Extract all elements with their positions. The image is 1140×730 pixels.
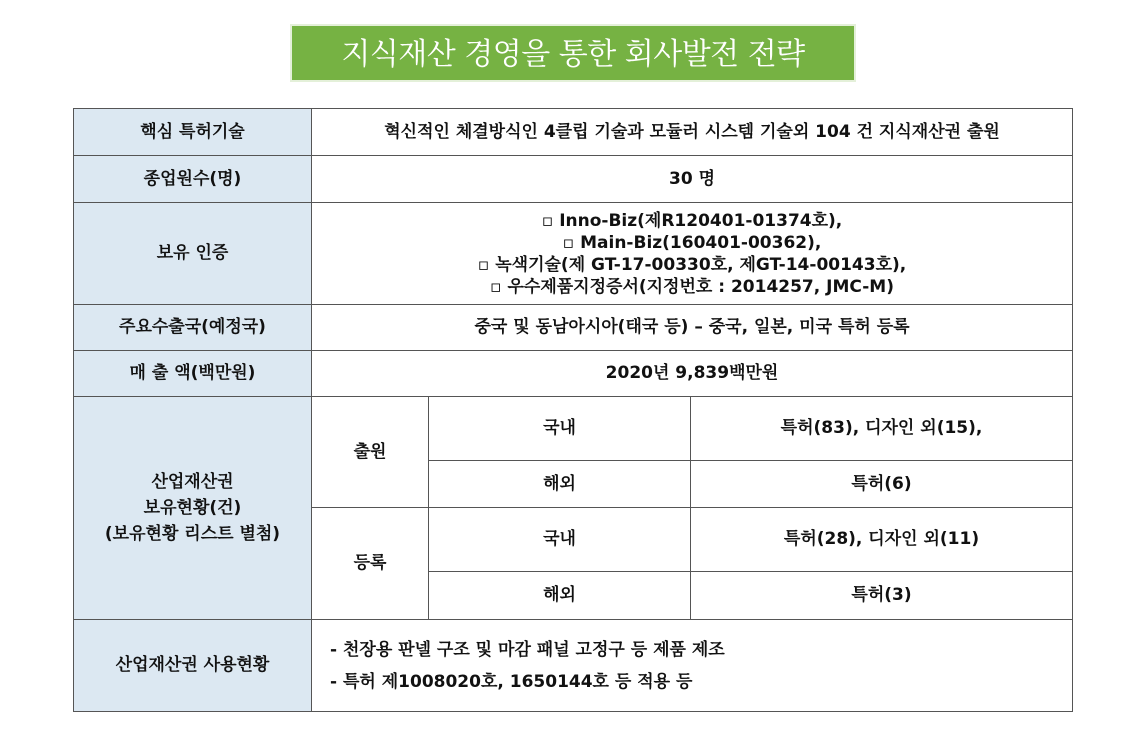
- row-core-tech: [74, 109, 1073, 156]
- row-sales: [74, 351, 1073, 397]
- employees-label: 종업원수(명): [74, 156, 312, 203]
- row-ip-usage: [74, 620, 1073, 712]
- certifications-label: 보유 인증: [74, 203, 312, 305]
- employees-value: 30 명: [312, 156, 1073, 203]
- company-ip-table: [73, 108, 1073, 712]
- row-employees: [74, 156, 1073, 203]
- core-tech-value: 혁신적인 체결방식인 4클립 기술과 모듈러 시스템 기술외 104 건 지식재산권 출원: [312, 109, 1073, 156]
- sales-value: 2020년 9,839백만원: [312, 351, 1073, 397]
- registration-overseas-value: 특허(3): [691, 572, 1073, 620]
- ip-status-label-line: 산업재산권: [151, 472, 234, 492]
- sales-label: 매 출 액(백만원): [74, 351, 312, 397]
- row-filing-domestic: [74, 397, 1073, 461]
- ip-status-label-line: 보유현황(건): [143, 498, 242, 518]
- registration-overseas-label: 해외: [429, 572, 691, 620]
- filing-label: 출원: [312, 397, 429, 508]
- certification-item: ▫ 우수제품지정증서(지정번호 : 2014257, JMC-M): [490, 276, 894, 297]
- filing-domestic-label: 국내: [429, 397, 691, 461]
- ip-usage-label: 산업재산권 사용현황: [74, 620, 312, 712]
- ip-usage-item: - 특허 제1008020호, 1650144호 등 적용 등: [330, 671, 693, 692]
- ip-usage-value: [312, 620, 1073, 712]
- certification-item: ▫ Inno-Biz(제R120401-01374호),: [541, 210, 843, 231]
- registration-label: 등록: [312, 508, 429, 620]
- page-title: 지식재산 경영을 통한 회사발전 전략: [290, 24, 856, 82]
- filing-domestic-value: 특허(83), 디자인 외(15),: [691, 397, 1073, 461]
- ip-status-label: [74, 397, 312, 620]
- filing-overseas-label: 해외: [429, 461, 691, 508]
- row-export: [74, 305, 1073, 351]
- core-tech-label: 핵심 특허기술: [74, 109, 312, 156]
- export-value: 중국 및 동남아시아(태국 등) – 중국, 일본, 미국 특허 등록: [312, 305, 1073, 351]
- ip-status-label-line: (보유현황 리스트 별첨): [104, 524, 281, 544]
- registration-domestic-label: 국내: [429, 508, 691, 572]
- filing-overseas-value: 특허(6): [691, 461, 1073, 508]
- certification-item: ▫ Main-Biz(160401-00362),: [562, 232, 822, 253]
- certifications-value: [312, 203, 1073, 305]
- certification-item: ▫ 녹색기술(제 GT-17-00330호, 제GT-14-00143호),: [477, 254, 907, 275]
- registration-domestic-value: 특허(28), 디자인 외(11): [691, 508, 1073, 572]
- export-label: 주요수출국(예정국): [74, 305, 312, 351]
- row-certifications: [74, 203, 1073, 305]
- ip-usage-item: - 천장용 판넬 구조 및 마감 패널 고정구 등 제품 제조: [330, 639, 725, 660]
